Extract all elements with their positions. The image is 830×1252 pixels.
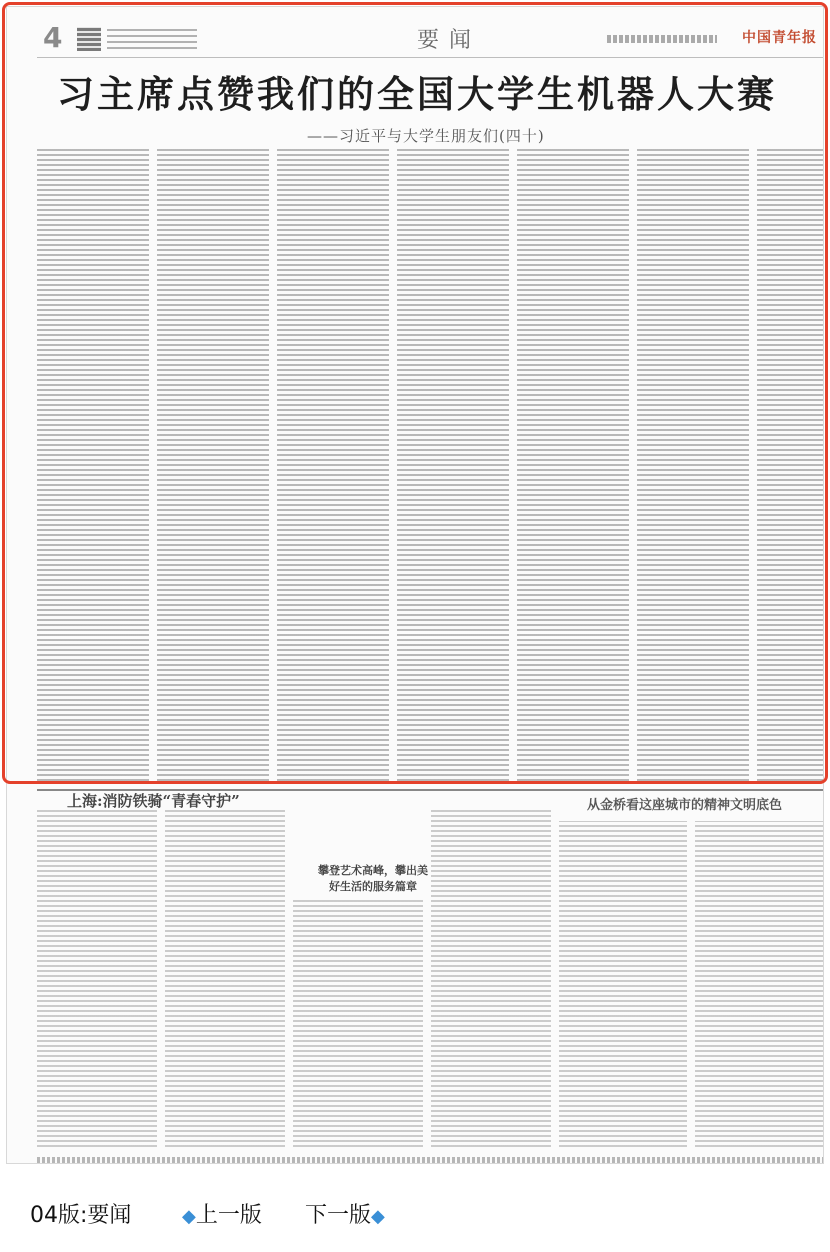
text-column (431, 807, 551, 1147)
paper-footer-info (37, 1157, 824, 1163)
text-column (277, 149, 389, 781)
left-arrow-icon: ◆ (182, 1206, 196, 1227)
text-column (637, 149, 749, 781)
text-column (37, 149, 149, 781)
newspaper-logo: 中国青年报 (742, 30, 817, 46)
masthead (37, 21, 824, 58)
right-arrow-icon: ◆ (371, 1206, 385, 1227)
article-body[interactable] (37, 149, 824, 781)
page-badge-icon (77, 27, 101, 51)
text-column (559, 821, 687, 1147)
text-column (37, 807, 157, 1147)
lower-articles[interactable] (37, 807, 824, 1147)
lower-article-title-left[interactable]: 上海:消防铁骑“青春守护” (67, 792, 240, 810)
lower-article-title-right[interactable]: 从金桥看这座城市的精神文明底色 (587, 798, 783, 813)
text-column (757, 149, 824, 781)
page-navigation (0, 1176, 830, 1252)
text-column (695, 821, 824, 1147)
next-page-link[interactable] (305, 1198, 385, 1229)
article-subhead: ——习近平与大学生朋友们(四十) (307, 127, 545, 145)
text-column (517, 149, 629, 781)
newspaper-page-image[interactable] (6, 6, 824, 1164)
prev-page-link[interactable] (182, 1198, 262, 1229)
text-column (397, 149, 509, 781)
page-number: 4 (43, 21, 63, 54)
section-title: 要闻 (417, 28, 482, 53)
masthead-info-lines (107, 29, 197, 49)
prev-page-label: 上一版 (195, 1203, 262, 1228)
text-column (157, 149, 269, 781)
text-column (165, 807, 285, 1147)
next-page-label: 下一版 (305, 1203, 372, 1228)
article-headline[interactable]: 习主席点赞我们的全国大学生机器人大赛 (57, 72, 777, 116)
current-page-label: 04版:要闻 (30, 1203, 132, 1228)
lower-article-title-middle[interactable]: 攀登艺术高峰，攀出美好生活的服务篇章 (318, 864, 428, 893)
masthead-date-lines (607, 35, 717, 43)
text-column (293, 897, 423, 1147)
